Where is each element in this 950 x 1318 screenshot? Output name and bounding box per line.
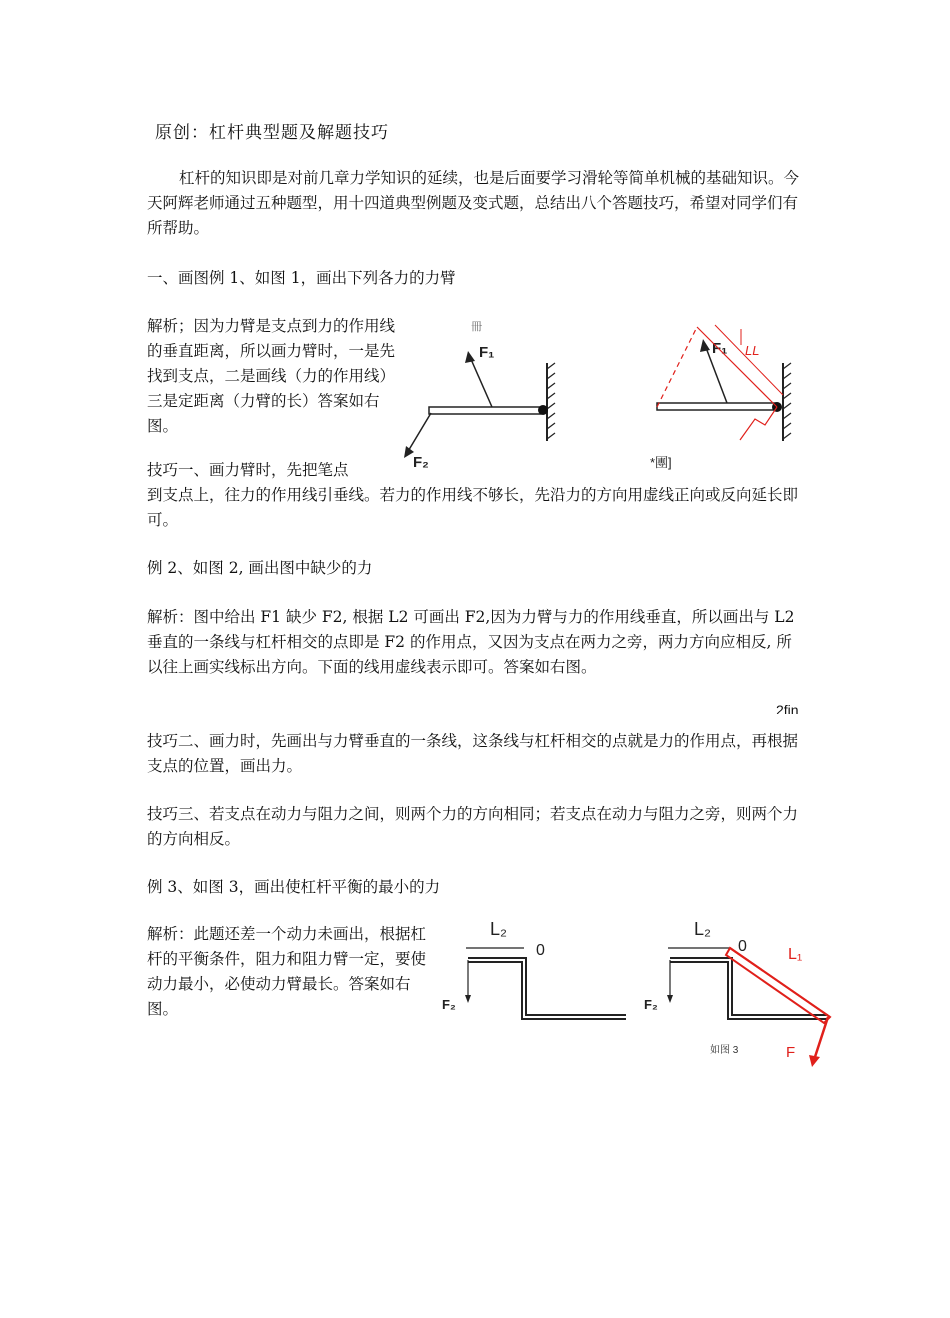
figure1-left-caption: 冊 [471,321,482,333]
intro-paragraph: 杠杆的知识即是对前几章力学知识的延续，也是后面要学习滑轮等简单机械的基础知识。今天阿辉老师通过五种题型，用十四道典型例题及变式题，总结出八个答题技巧，希望对同学们有所帮助。 [147,169,800,237]
ll-label: LL [745,343,760,358]
page-title: 原创：杠杆典型题及解题技巧 [155,123,389,143]
f1-label-answer: F₁ [712,340,728,357]
l2-label: L₂ [490,919,507,939]
tip2-paragraph: 技巧二、画力时，先画出与力臂垂直的一条线，这条线与杠杆相交的点就是力的作用点，再根据支点的位置，画出力。 [147,732,799,775]
figure1-right-caption: *團] [650,455,672,470]
section1-analysis: 解析；因为力臂是支点到力的作用线的垂直距离，所以画力臂时，一是先找到支点，二是画线（力的作用线）三是定距离（力臂的长）答案如右图。 [147,317,396,435]
section1-heading: 一、画图例 1、如图 1，画出下列各力的力臂 [147,269,456,287]
l1-label: L₁ [788,946,803,963]
example3-analysis: 解析：此题还差一个动力未画出，根据杠杆的平衡条件，阻力和阻力臂一定，要使动力最小，必使动力臂最长。答案如右图。 [147,925,427,1018]
f2-label: F₂ [413,454,429,471]
tip3-paragraph: 技巧三、若支点在动力与阻力之间，则两个力的方向相同；若支点在动力与阻力之旁，则两个力的方向相反。 [147,805,799,848]
example2-fragment: 2fin [776,702,799,714]
example3-heading: 例 3、如图 3，画出使杠杆平衡的最小的力 [147,878,441,896]
l2-label-answer: L₂ [694,919,711,939]
tip1-first-line: 技巧一、画力臂时，先把笔点 [147,461,349,479]
f2-label-right: F₂ [644,997,658,1012]
figure3-caption: 如图 3 [710,1045,739,1056]
o-label-answer: 0 [738,938,747,955]
f1-label: F₁ [479,344,495,361]
example2-analysis: 解析：图中给出 F1 缺少 F2, 根据 L2 可画出 F2,因为力臂与力的作用线垂直，所以画出与 L2 垂直的一条线与杠杆相交的点即是 F2 的作用点，又因为支点在两力之旁，两力方向应相反, 所以往上画实线标出方向。下面的线用虚线表示即可。答案如右图。 [147,608,795,676]
example2-heading: 例 2、如图 2, 画出图中缺少的力 [147,559,373,577]
f2-label-left: F₂ [442,997,456,1012]
o-label: 0 [536,942,545,959]
tip1-rest: 到支点上，往力的作用线引垂线。若力的作用线不够长，先沿力的方向用虚线正向或反向延长即可。 [147,486,799,529]
figure-3-bent-lever-diagram [438,905,848,1070]
f-label: F [786,1044,796,1061]
figure-1-lever-diagram [395,315,805,475]
